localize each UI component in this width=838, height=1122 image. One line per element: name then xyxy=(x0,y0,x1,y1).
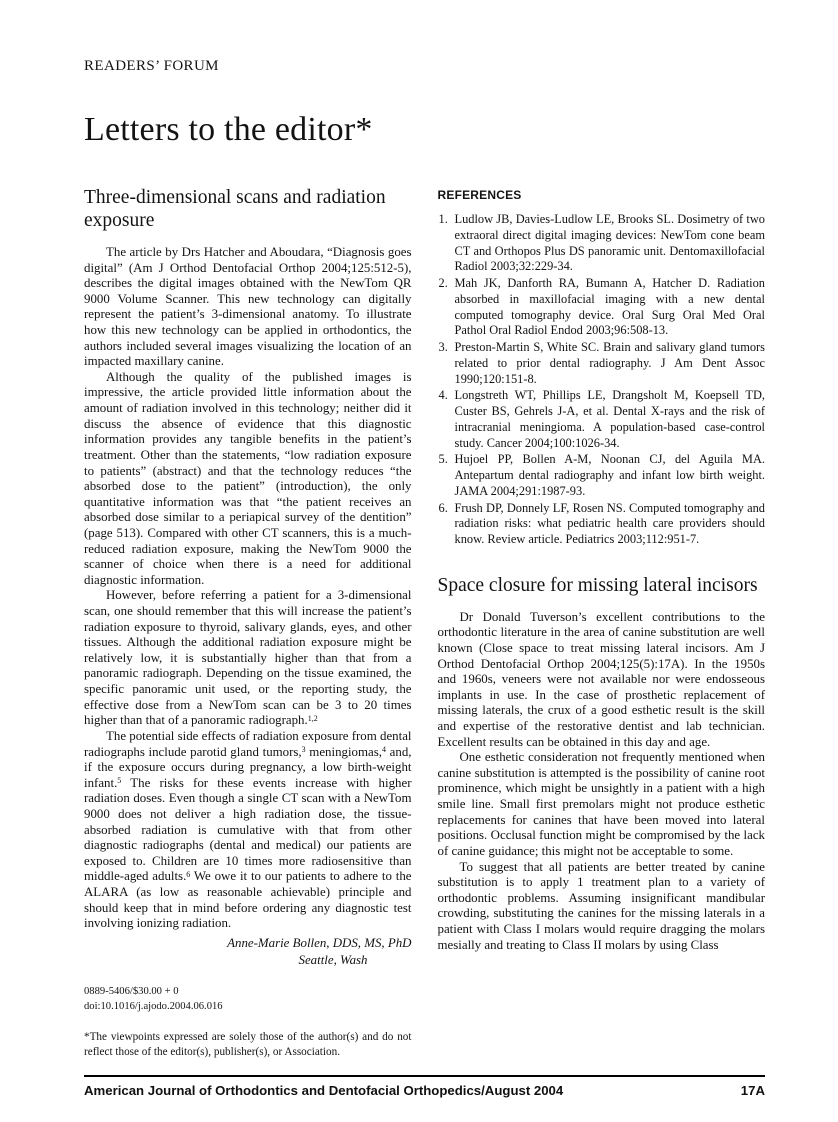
two-column-layout xyxy=(84,186,765,1060)
reference-item-2 xyxy=(438,276,766,339)
reference-text: Longstreth WT, Phillips LE, Drangsholt M, Koepsell TD, Custer BS, Gehrels J-A, et al. Dental X-rays and the risk of intracranial meningioma. A population-based case-control study. Cancer 2004;100:1026-34. xyxy=(454,388,765,450)
letter1-paragraph-4: The potential side effects of radiation exposure from dental radiographs include parotid gland tumors,$^3$ meningiomas,$^4$ and, if the exposure occurs during pregnancy, a low birth-weight infant.$^5$ The risks for these events increase with higher radiation doses. Even though a single CT scan with a NewTom 9000 does not deliver a high radiation dose, the tissue-absorbed radiation is cumulative with that from other diagnostic radiographs (dental and medical) our patients are exposed to. Children are 10 times more radiosensitive than middle-aged adults.$^6$ We owe it to our patients to adhere to the ALARA (as low as reasonable achievable) principle and should keep that in mind before ordering any diagnostic test involving ionizing radiation. xyxy=(84,728,412,931)
reference-text: Ludlow JB, Davies-Ludlow LE, Brooks SL. Dosimetry of two extraoral direct digital imaging devices: NewTom cone beam CT and Orthopos Plus DS panoramic unit. Dentomaxillofacial Radiol 2003;32:229-34. xyxy=(454,212,765,274)
reference-item-1 xyxy=(438,212,766,275)
viewpoints-footnote: *The viewpoints expressed are solely those of the author(s) and do not reflect those of the editor(s), publisher(s), or Association. xyxy=(84,1031,412,1058)
reference-number: 2. xyxy=(438,276,448,290)
issn-line: 0889-5406/$30.00 + 0 xyxy=(84,986,179,998)
references-list xyxy=(438,212,766,548)
reference-number: 3. xyxy=(438,340,448,354)
article-meta xyxy=(84,985,412,1015)
right-column xyxy=(438,186,766,1060)
reference-item-3 xyxy=(438,340,766,387)
doi-line: doi:10.1016/j.ajodo.2004.06.016 xyxy=(84,1001,223,1013)
journal-name: American Journal of Orthodontics and Dentofacial Orthopedics/August 2004 xyxy=(84,1083,564,1098)
author-name: Anne-Marie Bollen, DDS, MS, PhD xyxy=(227,935,412,950)
reference-text: Preston-Martin S, White SC. Brain and salivary gland tumors related to prior dental radiography. J Am Dent Assoc 1990;120:151-8. xyxy=(454,340,765,386)
letter2-heading: Space closure for missing lateral incisors xyxy=(437,574,758,596)
reference-text: Hujoel PP, Bollen A-M, Noonan CJ, del Aguila MA. Antepartum dental radiography and infant low birth weight. JAMA 2004;291:1987-93. xyxy=(454,452,765,498)
letter2-paragraph-3: To suggest that all patients are better treated by canine substitution is to apply 1 treatment plan to a variety of orthodontic problems. Assuming insignificant mandibular crowding, substituting the canines for the missing laterals in a patient with Class I molars would require dragging the molars mesially and treating to Class II molars by using Class xyxy=(437,859,765,952)
page-number: 17A xyxy=(740,1083,765,1098)
section-kicker: READERS’ FORUM xyxy=(84,58,219,74)
reference-number: 6. xyxy=(438,500,448,515)
page-footer xyxy=(84,1075,765,1099)
reference-number: 4. xyxy=(438,388,448,403)
letter2-paragraph-2: One esthetic consideration not frequently mentioned when canine substitution is attempted is the possibility of canine root prominence, which might be unsightly in a patient with a high smile line. Small first premolars might not produce esthetic replacements for canines that have been moved into lateral positions. Occlusal function might be compromised by the lack of canine guidance; this might not be acceptable to some. xyxy=(437,750,765,858)
reference-item-6 xyxy=(438,501,766,548)
reference-item-4 xyxy=(438,388,766,451)
references-heading: REFERENCES xyxy=(437,188,522,202)
reference-item-5 xyxy=(438,452,766,499)
reference-number: 1. xyxy=(438,212,448,226)
reference-number: 5. xyxy=(438,452,448,467)
signature-block xyxy=(84,935,412,969)
left-column xyxy=(84,186,412,1060)
footer-row xyxy=(84,1077,765,1098)
reference-text: Frush DP, Donnely LF, Rosen NS. Computed tomography and radiation risks: what pediatric health care providers should know. Review article. Pediatrics 2003;112:951-7. xyxy=(454,500,765,546)
letter1-paragraph-1: The article by Drs Hatcher and Aboudara, “Diagnosis goes digital” (Am J Orthod Dentofacial Orthop 2004;125:512-5), describes the digital images obtained with the NewTom QR 9000 Volume Scanner. This new technology can digitally represent the patient’s 3-dimensional anatomy. To illustrate how this new technology can be applied in orthodontics, the authors included several images visualizing the location of an impacted maxillary canine. xyxy=(84,245,412,369)
page-title: Letters to the editor* xyxy=(84,111,373,148)
letter2-paragraph-1: Dr Donald Tuverson’s excellent contributions to the orthodontic literature in the area of canine substitution are well known (Close space to treat missing lateral incisors. Am J Orthod Dentofacial Orthop 2004;125(5):17A). In the 1950s and 1960s, veneers were not available nor were endosseous implants in use. In the case of prosthetic replacement of missing laterals, the crux of a good esthetic result is the skill and expertise of the restorative dentist and lab technician. Excellent results can be obtained in this day and age. xyxy=(437,609,765,749)
letter1-heading: Three-dimensional scans and radiation exposure xyxy=(84,187,386,231)
letter1-paragraph-2: Although the quality of the published images is impressive, the article provided little information about the amount of radiation involved in this technology; neither did it discuss the absence of evidence that this diagnostic information provides any tangible benefits in the patient’s treatment. Other than the statements, “low radiation exposure to patients” (abstract) and that the technology reduces “the absorbed dose to the patient” (introduction), the only quantitative information was that “the patient receives an absorbed dose similar to a periapical survey of the dentition” (page 513). Compared with other CT scanners, this is a much-reduced radiation exposure, making the NewTom 9000 the scanner of choice when there is a need for additional diagnostic information. xyxy=(84,369,412,587)
author-location: Seattle, Wash xyxy=(298,952,368,967)
letter1-paragraph-3: However, before referring a patient for a 3-dimensional scan, one should remember that this will increase the patient’s radiation exposure to thyroid, salivary glands, eyes, and other tissues. Although the additional radiation exposure might be relatively low, it is substantially higher than that from a panoramic radiograph. Depending on the tissue examined, the specific panoramic unit used, or the reporting study, the effective dose from a NewTom scan can be 3 to 20 times higher than that of a panoramic radiograph.$^{1,2}$ xyxy=(84,588,412,728)
reference-text: Mah JK, Danforth RA, Bumann A, Hatcher D. Radiation absorbed in maxillofacial imaging with a new dental computed tomography device. Oral Surg Oral Med Oral Pathol Oral Radiol Endod 2003;96:508-13. xyxy=(454,276,765,338)
